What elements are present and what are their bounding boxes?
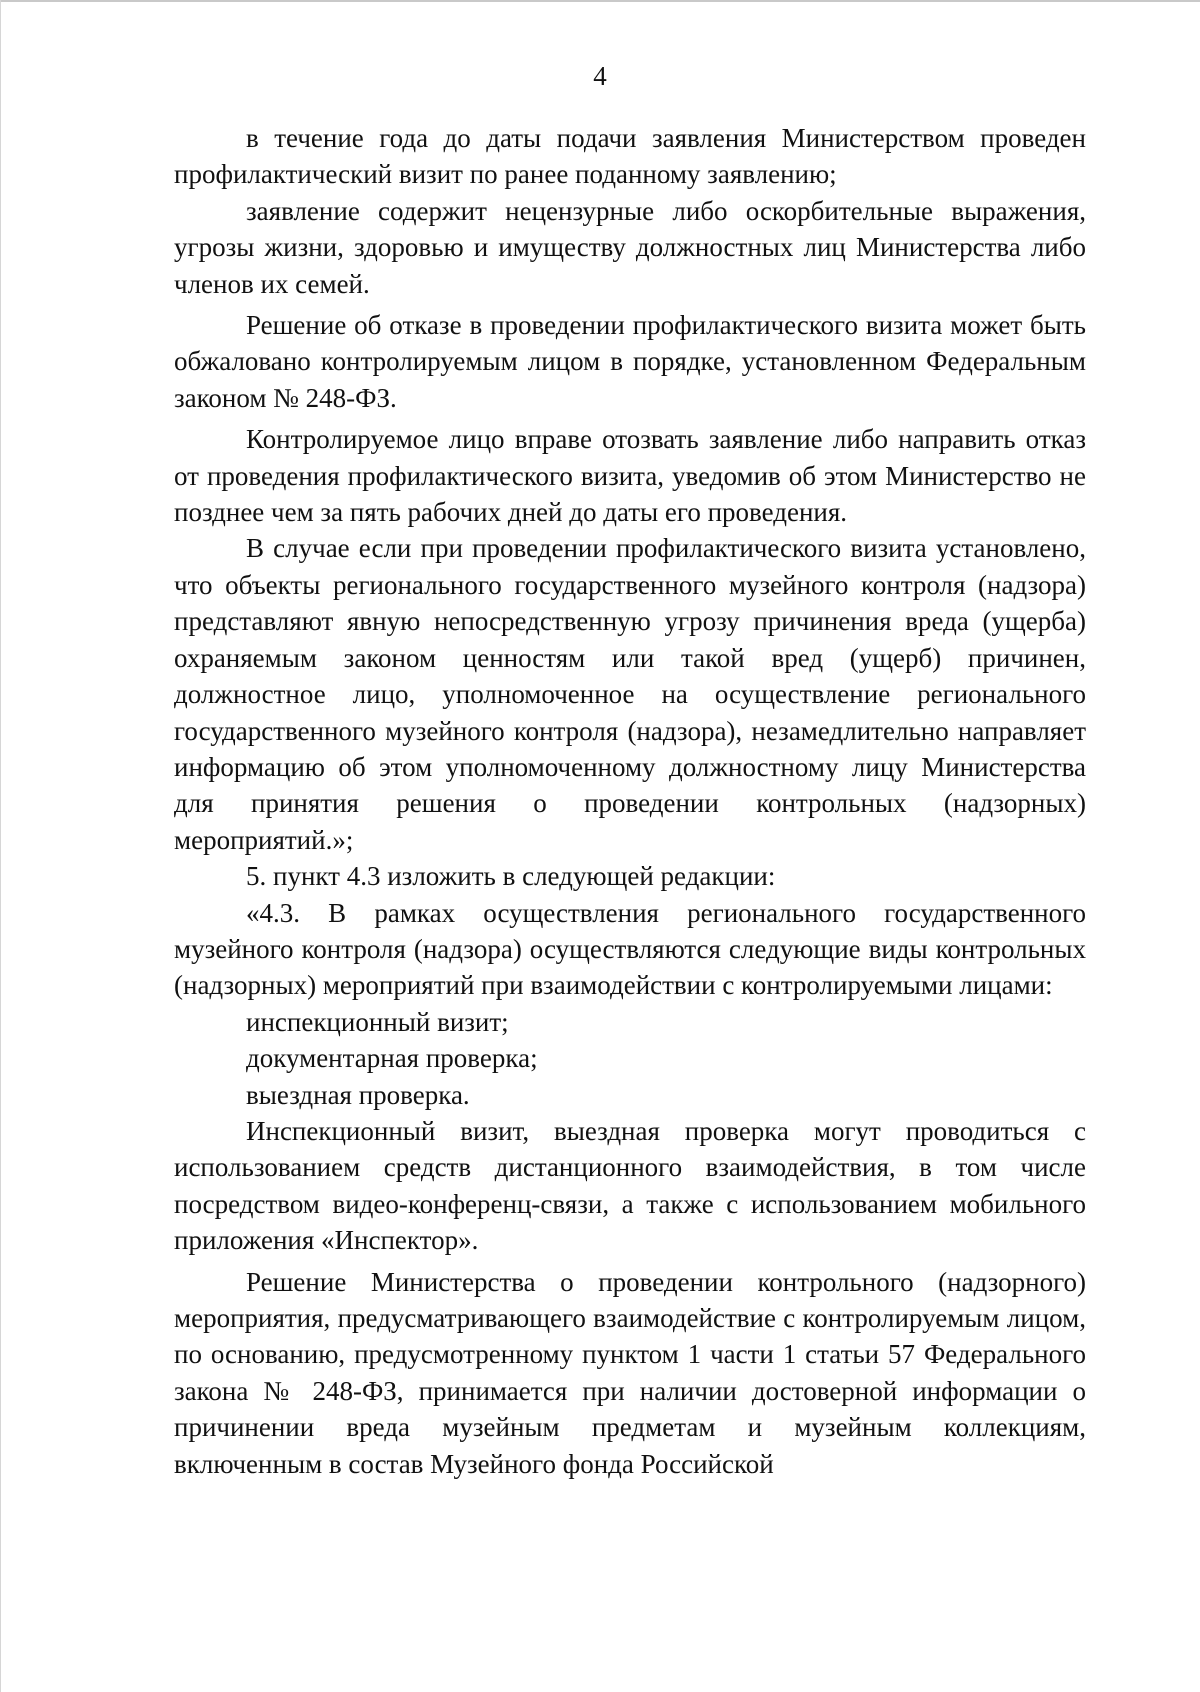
page-number: 4: [593, 61, 607, 91]
list-item-3: выездная проверка.: [246, 1079, 470, 1110]
paragraph-5: В случае если при проведении профилактического визита установлено, что объекты регионального государственного музейного контроля (надзора) представляют явную непосредственную угрозу причинения вреда (ущерба) охраняемым законом ценностям или такой вред (ущерб) причинен, должностное лицо, уполномоченное на осуществление регионального государственного музейного контроля (надзора), незамедлительно направляет информацию об этом уполномоченному должностному лицу Министерства для принятия решения о проведении контрольных (надзорных) мероприятий.»;: [174, 533, 1086, 855]
paragraph-1: в течение года до даты подачи заявления Министерством проведен профилактический визит по ранее поданному заявлению;: [174, 123, 1086, 190]
paragraph-7: «4.3. В рамках осуществления регионального государственного музейного контроля (надзора) осуществляются следующие виды контрольных (надзорных) мероприятий при взаимодействии с контролируемыми лицами:: [174, 897, 1086, 1001]
document-body: [174, 120, 1086, 1482]
paragraph-3: Решение об отказе в проведении профилактического визита может быть обжаловано контролируемым лицом в порядке, установленном Федеральным законом № 248-ФЗ.: [174, 310, 1086, 413]
scan-top-edge: [0, 0, 1200, 2]
scan-left-edge: [0, 0, 1, 1692]
paragraph-2: заявление содержит нецензурные либо оскорбительные выражения, угрозы жизни, здоровью и имуществу должностных лиц Министерства либо членов их семей.: [174, 195, 1086, 299]
paragraph-6: 5. пункт 4.3 изложить в следующей редакции:: [246, 861, 776, 892]
paragraph-9: Решение Министерства о проведении контрольного (надзорного) мероприятия, предусматривающего взаимодействие с контролируемым лицом, по основанию, предусмотренному пунктом 1 части 1 статьи 57 Федерального закона № 248-ФЗ, принимается при наличии достоверной информации о причинении вреда музейным предметам и музейным коллекциям, включенным в состав Музейного фонда Российской: [174, 1266, 1086, 1479]
paragraph-4: Контролируемое лицо вправе отозвать заявление либо направить отказ от проведения профилактического визита, уведомив об этом Министерство не позднее чем за пять рабочих дней до даты его проведения.: [174, 424, 1086, 528]
paragraph-8: Инспекционный визит, выездная проверка могут проводиться с использованием средств дистанционного взаимодействия, в том числе посредством видео-конференц-связи, а также с использованием мобильного приложения «Инспектор».: [174, 1115, 1086, 1256]
list-item-2: документарная проверка;: [246, 1043, 538, 1074]
list-item-1: инспекционный визит;: [246, 1006, 509, 1037]
